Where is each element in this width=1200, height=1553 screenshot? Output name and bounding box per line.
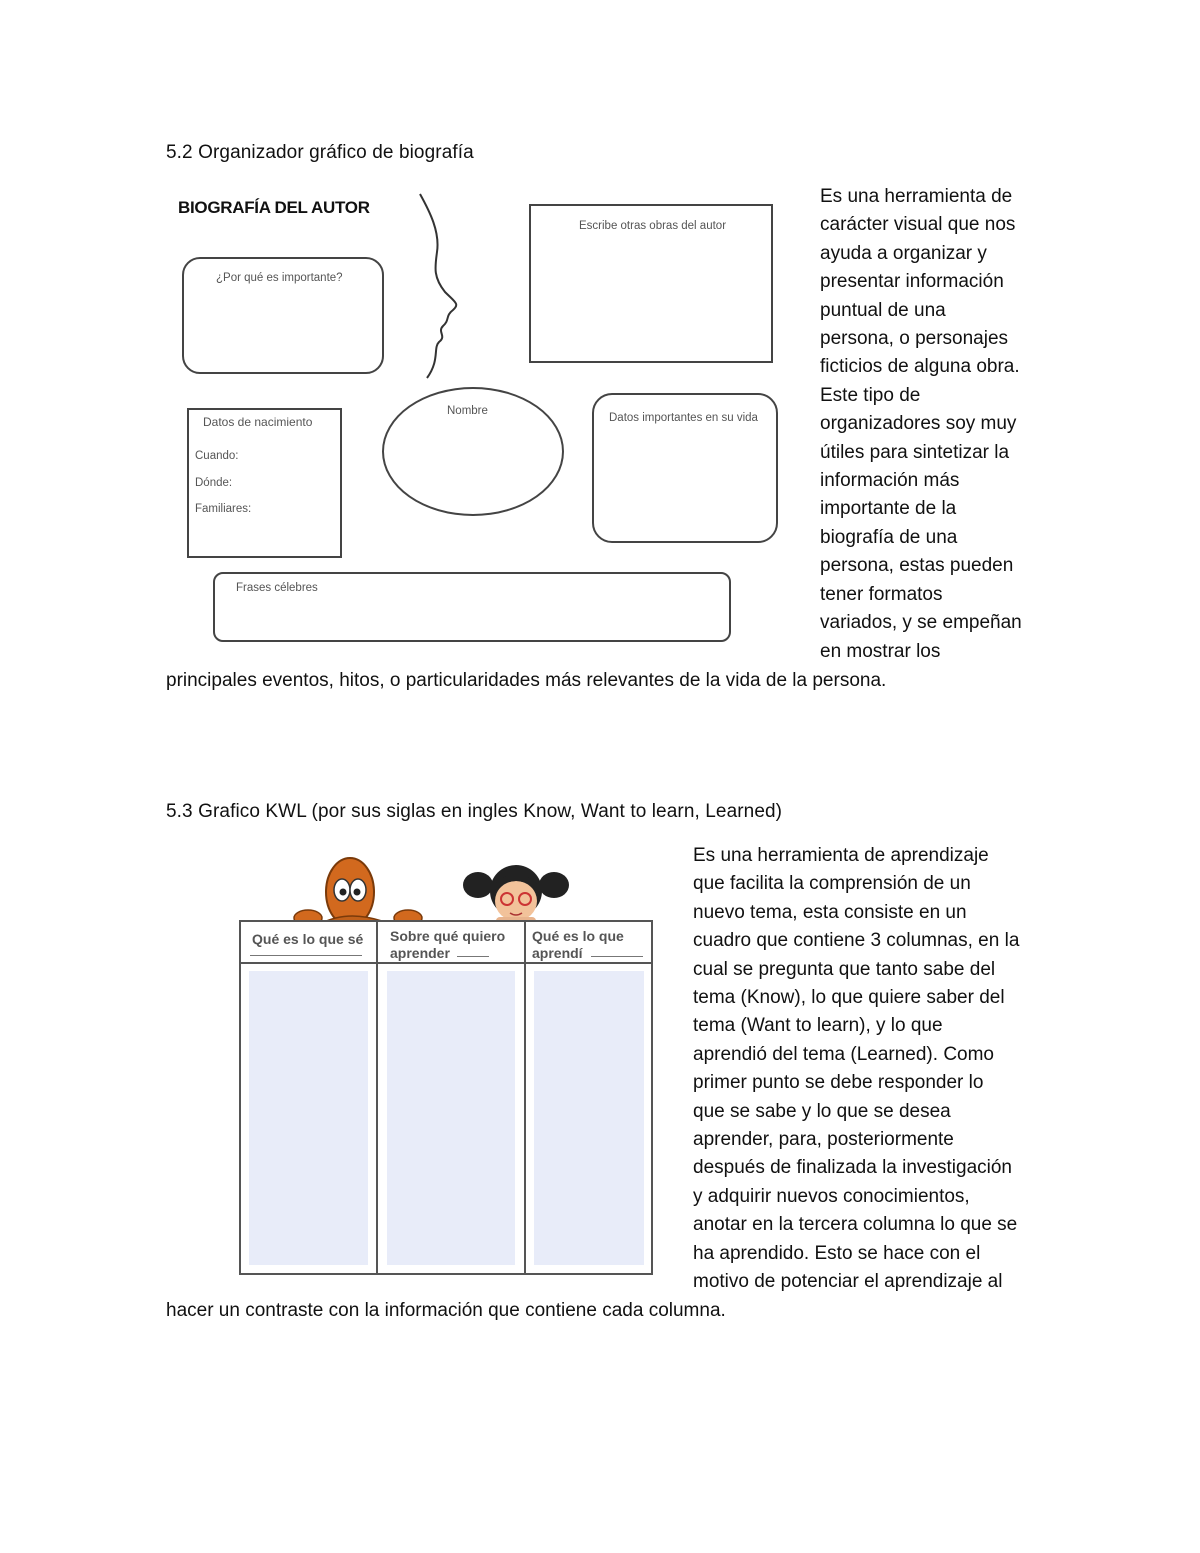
text-line: cual se pregunta que tanto sabe del	[693, 958, 996, 980]
text-line: persona, estas pueden	[820, 555, 1014, 577]
kwl-header-want-line1: Sobre qué quiero	[390, 928, 506, 944]
kwl-chart-figure	[232, 845, 662, 1285]
text-line: después de finalizada la investigación	[693, 1157, 1012, 1179]
column-divider	[524, 922, 526, 1273]
header-underline	[250, 955, 362, 956]
quotes-box	[213, 572, 731, 642]
text-line: ha aprendido. Esto se hace con el	[693, 1242, 981, 1264]
family-label: Familiares:	[195, 503, 252, 515]
other-works-box	[529, 204, 773, 363]
other-works-label: Escribe otras obras del autor	[579, 220, 727, 232]
text-line: Este tipo de	[820, 384, 921, 406]
text-line-full: principales eventos, hitos, o particularidades más relevantes de la vida de la persona.	[166, 670, 887, 691]
text-line: ayuda a organizar y	[820, 242, 987, 264]
important-data-label: Datos importantes en su vida	[609, 412, 758, 424]
text-line: primer punto se debe responder lo	[693, 1072, 984, 1094]
text-line: puntual de una	[820, 299, 946, 321]
kwl-table	[239, 920, 653, 1275]
section-heading-kwl: 5.3 Grafico KWL (por sus siglas en ingles Know, Want to learn, Learned)	[166, 801, 783, 822]
text-line: tema (Know), lo que quiere saber del	[693, 987, 1005, 1009]
text-line: que facilita la comprensión de un	[693, 873, 971, 895]
text-line: Es una herramienta de aprendizaje	[693, 845, 989, 866]
kwl-header-know: Qué es lo que sé	[252, 931, 364, 947]
text-line: ficticios de alguna obra.	[820, 356, 1020, 378]
when-label: Cuando:	[195, 450, 239, 462]
where-label: Dónde:	[195, 477, 233, 489]
kwl-learned-cell	[534, 971, 644, 1265]
birth-data-box	[187, 408, 342, 558]
kwl-want-cell	[387, 971, 515, 1265]
name-ellipse	[382, 387, 564, 516]
text-line: en mostrar los	[820, 640, 941, 662]
header-underline	[591, 956, 643, 957]
kwl-header-want-line2: aprender	[390, 945, 450, 961]
text-line: Es una herramienta de	[820, 186, 1013, 207]
text-line: biografía de una	[820, 526, 958, 548]
text-line: y adquirir nuevos conocimientos,	[693, 1185, 970, 1207]
why-important-label: ¿Por qué es importante?	[216, 272, 343, 284]
text-line-full: hacer un contraste con la información que contiene cada columna.	[166, 1300, 726, 1321]
kwl-header-learned-line2: aprendí	[532, 945, 583, 961]
kwl-header-learned-line1: Qué es lo que	[532, 928, 624, 944]
text-line: motivo de potenciar el aprendizaje al	[693, 1271, 1003, 1293]
important-data-box	[592, 393, 778, 543]
biography-organizer-figure	[165, 180, 795, 660]
header-divider	[241, 962, 651, 964]
birth-data-label: Datos de nacimiento	[203, 415, 313, 429]
text-line: persona, o personajes	[820, 328, 1009, 350]
text-line: útiles para sintetizar la	[820, 441, 1010, 463]
text-line: anotar en la tercera columna lo que se	[693, 1214, 1018, 1236]
text-line: variados, y se empeñan	[820, 612, 1022, 634]
text-line: aprendió del tema (Learned). Como	[693, 1043, 995, 1065]
text-line: presentar información	[820, 271, 1004, 293]
robot-character-icon	[290, 850, 430, 925]
quotes-label: Frases célebres	[236, 582, 318, 594]
text-line: organizadores soy muy	[820, 413, 1017, 435]
kwl-know-cell	[249, 971, 368, 1265]
text-line: importante de la	[820, 498, 957, 520]
column-divider	[376, 922, 378, 1273]
name-label: Nombre	[447, 405, 488, 417]
text-line: nuevo tema, esta consiste en un	[693, 901, 967, 923]
girl-character-icon	[460, 857, 572, 925]
text-line: que se sabe y lo que se desea	[693, 1100, 951, 1122]
why-important-box	[182, 257, 384, 374]
text-line: aprender, para, posteriormente	[693, 1129, 954, 1151]
text-line: carácter visual que nos	[820, 214, 1016, 236]
section-heading-biografia: 5.2 Organizador gráfico de biografía	[166, 142, 474, 163]
kwl-description-column	[693, 842, 1019, 1297]
text-line: cuadro que contiene 3 columnas, en la	[693, 930, 1020, 952]
figure-title: BIOGRAFÍA DEL AUTOR	[178, 198, 370, 217]
text-line: tener formatos	[820, 583, 943, 605]
biography-description-column	[820, 183, 1022, 666]
text-line: información más	[820, 470, 960, 492]
text-line: tema (Want to learn), y lo que	[693, 1015, 943, 1037]
header-underline	[457, 956, 489, 957]
face-profile-line	[415, 192, 475, 382]
